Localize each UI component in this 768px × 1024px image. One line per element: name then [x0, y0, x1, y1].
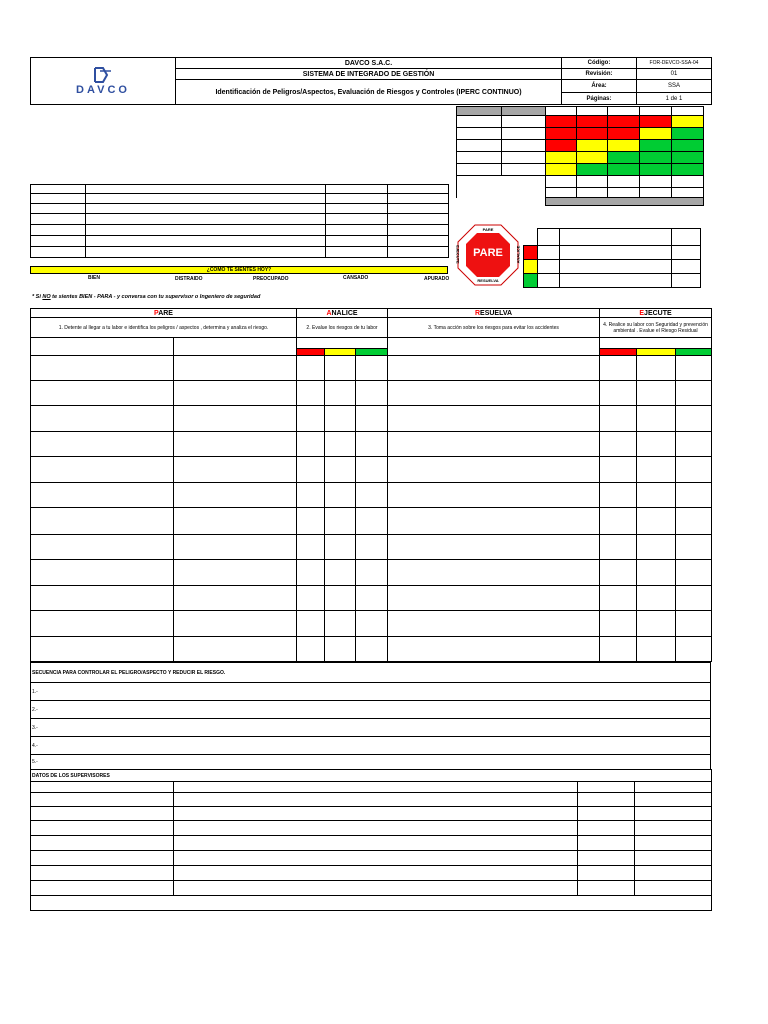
sequence-title: SECUENCIA PARA CONTROLAR EL PELIGRO/ASPECTO Y REDUCIR EL RIESGO. [31, 663, 711, 683]
mood-question-bar: ¿COMO TE SIENTES HOY? [30, 266, 448, 274]
supervisors-title: DATOS DE LOS SUPERVISORES [31, 770, 712, 782]
meta-value-code: FOR-DEVCO-SSA-04 [637, 58, 712, 69]
risk-legend-table [523, 228, 701, 288]
stop-sign-left: EJECUTE [455, 245, 461, 264]
sequence-item-2[interactable]: 2.- [31, 701, 711, 719]
iperc-main-table [30, 308, 712, 662]
table-row [31, 534, 712, 559]
table-row [31, 432, 712, 457]
analice-yellow-swatch [325, 349, 356, 356]
meta-value-area: SSA [637, 80, 712, 93]
meta-label-pages: Páginas: [562, 93, 637, 105]
mood-option-bien[interactable]: BIEN [88, 275, 100, 281]
company-name: DAVCO S.A.C. [176, 58, 562, 69]
meta-label-area: Área: [562, 80, 637, 93]
stop-sign-right: ANALICE [515, 245, 521, 264]
table-row [31, 636, 712, 661]
col-analice-header: ANALICE [297, 309, 388, 318]
table-row [31, 457, 712, 483]
logo-text: DAVCO [76, 84, 130, 96]
col-pare-header: PARE [31, 309, 297, 318]
mood-option-distraido[interactable]: DISTRAIDO [175, 276, 203, 282]
col-resuelva-header: RESUELVA [388, 309, 600, 318]
col-ejecute-header: EJECUTE [600, 309, 712, 318]
worker-data-table [30, 184, 449, 258]
meta-label-revision: Revisión: [562, 69, 637, 80]
supervisors-table [30, 769, 712, 911]
ejecute-red-swatch [600, 349, 637, 356]
analice-red-swatch [297, 349, 325, 356]
meta-label-code: Código: [562, 58, 637, 69]
table-row [31, 559, 712, 585]
ejecute-yellow-swatch [637, 349, 676, 356]
table-row [31, 406, 712, 432]
col-resuelva-desc: 3. Toma acción sobre los riesgos para evitar los accidentes [388, 318, 600, 338]
mood-options [30, 275, 448, 283]
analice-green-swatch [356, 349, 388, 356]
meta-value-revision: 01 [637, 69, 712, 80]
table-row [31, 381, 712, 406]
sequence-item-5[interactable]: 5.- [31, 755, 711, 770]
mood-note-rest: te sientes BIEN - PARA - y conversa con tu supervisor o Ingeniero de seguridad [50, 294, 261, 300]
mood-option-apurado[interactable]: APURADO [424, 276, 450, 282]
risk-matrix [456, 106, 704, 206]
stop-sign-bottom: RESUELVA [477, 278, 499, 283]
stop-sign-center: PARE [473, 247, 503, 259]
mood-note-no: NO [42, 294, 51, 300]
sequence-item-3[interactable]: 3.- [31, 719, 711, 737]
mood-note [32, 294, 432, 300]
mood-note-prefix: * Si [32, 294, 43, 300]
table-row [31, 508, 712, 534]
mood-option-preocupado[interactable]: PREOCUPADO [253, 276, 289, 282]
stop-sign [457, 224, 519, 286]
col-analice-desc: 2. Evalue los riesgos de tu labor [297, 318, 388, 338]
ejecute-green-swatch [676, 349, 712, 356]
sequence-item-4[interactable]: 4.- [31, 737, 711, 755]
table-row [31, 356, 712, 381]
table-row [31, 610, 712, 636]
davco-logo-icon [73, 66, 133, 86]
system-name: SISTEMA DE INTEGRADO DE GESTIÓN [176, 69, 562, 80]
document-title: Identificación de Peligros/Aspectos, Evaluación de Riesgos y Controles (IPERC CONTINUO) [176, 80, 562, 105]
table-row [31, 585, 712, 610]
col-pare-desc: 1. Detente al llegar a tu labor e identifica los peligros / aspectos , determina y analiza el riesgo. [31, 318, 297, 338]
table-row [31, 483, 712, 508]
sequence-table [30, 662, 711, 770]
meta-value-pages: 1 de 1 [637, 93, 712, 105]
sequence-item-1[interactable]: 1.- [31, 683, 711, 701]
col-ejecute-desc: 4. Realice su labor con Seguridad y prevención ambiental . Evalue el Riesgo Residual [600, 318, 712, 338]
mood-option-cansado[interactable]: CANSADO [343, 275, 369, 281]
header-table [30, 57, 712, 105]
stop-sign-top: PARE [482, 227, 494, 232]
logo-cell [31, 58, 176, 105]
